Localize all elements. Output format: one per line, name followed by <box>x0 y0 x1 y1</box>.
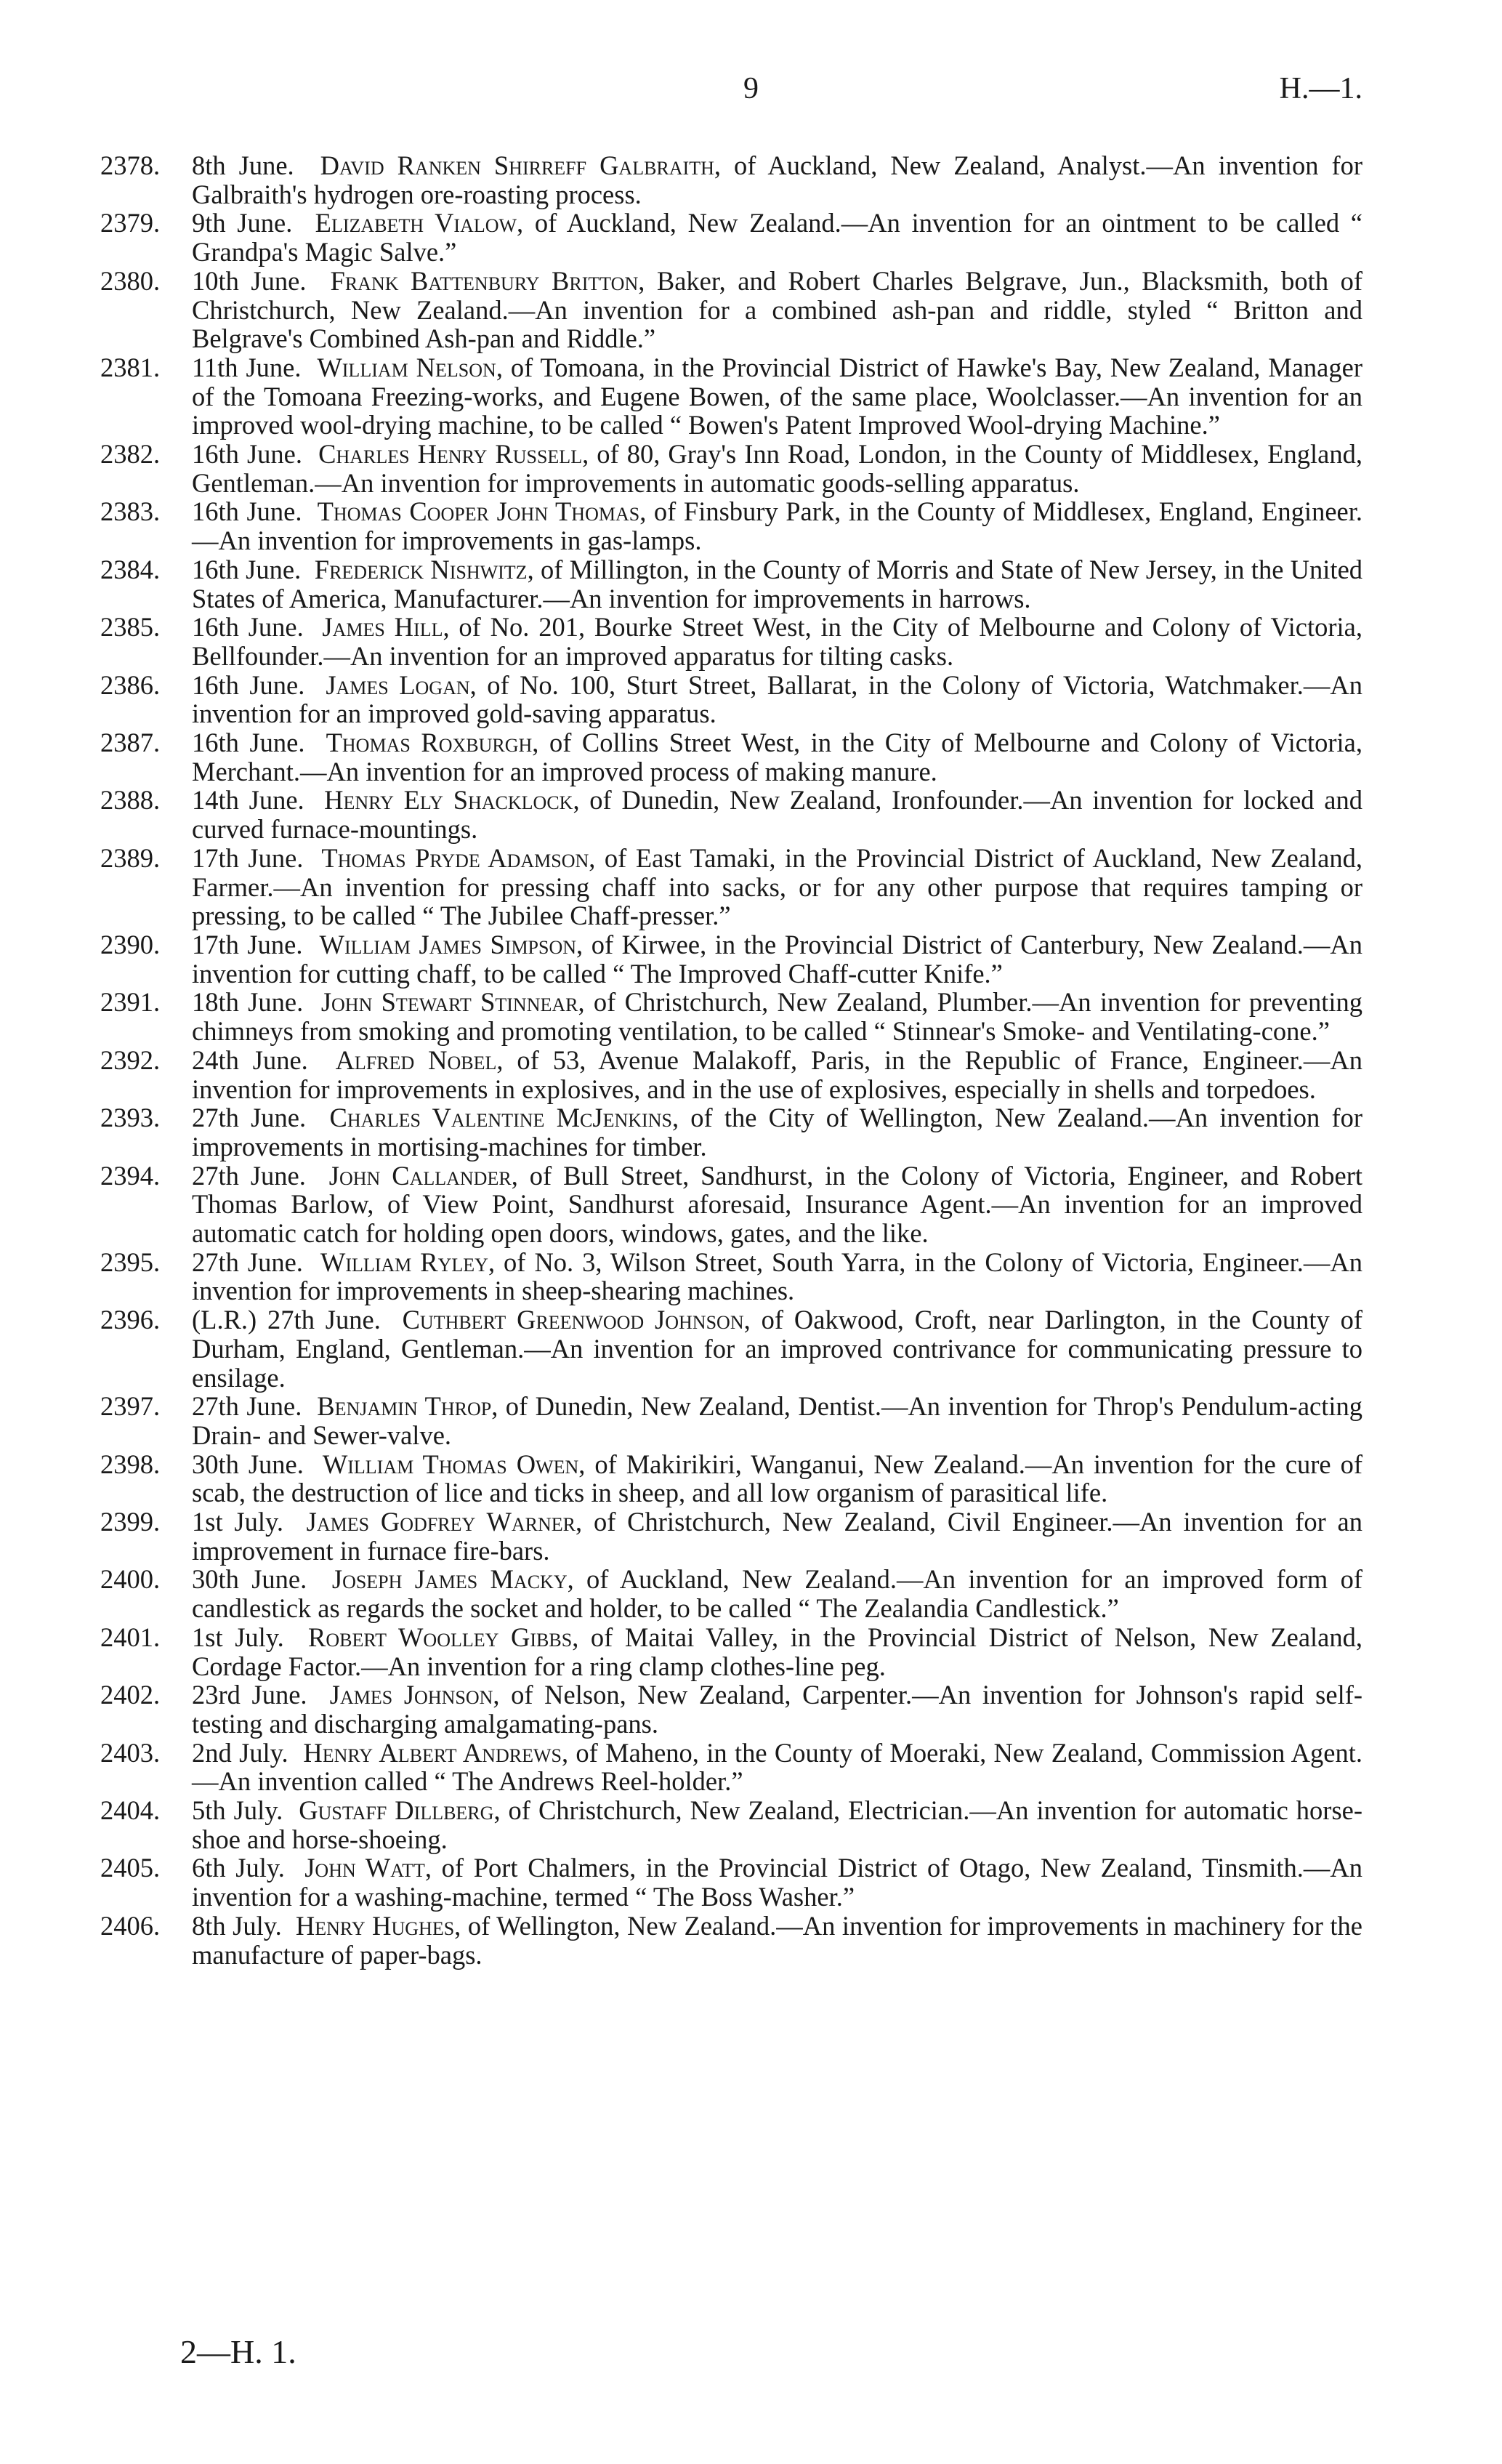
patent-entry <box>0 1623 1502 1680</box>
entry-description: , of Christchurch, New Zealand, Electrician.—An invention for automatic horse-shoe and horse-shoeing. <box>192 1795 1363 1854</box>
entry-date: 8th July. <box>192 1910 282 1941</box>
entry-description: , of Dunedin, New Zealand, Ironfounder.—An invention for locked and curved furnace-mountings. <box>192 785 1362 845</box>
patent-entry <box>0 1046 1502 1103</box>
entry-date: (L.R.) 27th June. <box>192 1305 381 1335</box>
entry-date: 16th June. <box>192 496 302 527</box>
entry-description: , of Christchurch, New Zealand, Civil Engineer.—An invention for an improvement in furnace fire-bars. <box>192 1507 1362 1566</box>
entry-description: , of East Tamaki, in the Provincial District of Auckland, New Zealand, Farmer.—An invention for pressing chaff into sacks, or for any other purpose that requires tamping or pressing, to be called “ The Jubilee Chaff-presser.” <box>192 842 1363 931</box>
entry-number: 2399. <box>100 1507 161 1537</box>
patent-entry <box>0 1392 1502 1449</box>
applicant-name: Charles Henry Russell <box>318 439 583 470</box>
entry-description: , of Makirikiri, Wanganui, New Zealand.—An invention for the cure of scab, the destruction of lice and ticks in sheep, and all low organism of parasitical life. <box>192 1449 1363 1508</box>
entry-description: , of Maheno, in the County of Moeraki, New Zealand, Commission Agent.—An invention called “ The Andrews Reel-holder.” <box>192 1737 1363 1797</box>
entry-number: 2404. <box>100 1795 161 1826</box>
entry-date: 27th June. <box>192 1391 302 1422</box>
patent-entry <box>0 1161 1502 1248</box>
entry-number: 2382. <box>100 439 161 470</box>
entry-number: 2393. <box>100 1103 161 1133</box>
applicant-name: Elizabeth Vialow <box>315 208 517 238</box>
entry-number: 2378. <box>100 150 161 180</box>
entry-number: 2380. <box>100 265 161 296</box>
entry-number: 2395. <box>100 1247 161 1277</box>
patent-entry <box>0 1853 1502 1911</box>
applicant-name: James Johnson <box>329 1680 493 1710</box>
applicant-name: Thomas Roxburgh <box>326 728 533 758</box>
applicant-name: Henry Albert Andrews <box>303 1737 562 1768</box>
patent-entry <box>0 209 1502 266</box>
entry-date: 17th June. <box>192 842 304 873</box>
applicant-name: James Hill <box>322 612 443 643</box>
entry-date: 30th June. <box>192 1564 307 1595</box>
entry-date: 27th June. <box>192 1247 303 1277</box>
entry-number: 2402. <box>100 1680 161 1710</box>
patent-entry <box>0 930 1502 988</box>
entry-date: 8th June. <box>192 150 294 180</box>
patent-entry <box>0 786 1502 843</box>
entry-description: , of the City of Wellington, New Zealand.—An invention for improvements in mortising-machines for timber. <box>192 1103 1362 1161</box>
applicant-name: David Ranken Shirreff Galbraith <box>320 150 714 180</box>
entry-number: 2384. <box>100 554 161 584</box>
entry-number: 2388. <box>100 785 161 816</box>
entry-date: 2nd July. <box>192 1737 288 1768</box>
applicant-name: William James Simpson <box>319 929 577 959</box>
entry-number: 2381. <box>100 352 161 382</box>
entry-date: 27th June. <box>192 1160 306 1191</box>
entry-number: 2396. <box>100 1305 161 1335</box>
entry-date: 23rd June. <box>192 1680 307 1710</box>
patent-entry <box>0 1680 1502 1738</box>
entry-date: 9th June. <box>192 208 293 238</box>
patent-entry <box>0 267 1502 353</box>
page-number: 9 <box>743 72 759 105</box>
applicant-name: Frank Battenbury Britton <box>330 265 639 296</box>
entry-date: 6th July. <box>192 1853 285 1883</box>
entry-description: , of Tomoana, in the Provincial District of Hawke's Bay, New Zealand, Manager of the Tomoana Freezing-works, and Eugene Bowen, of the same place, Woolclasser.—An invention for an improved wool-drying machine, to be called “ Bowen's Patent Improved Wool-drying Machine.” <box>192 352 1362 440</box>
entry-date: 27th June. <box>192 1103 307 1133</box>
entry-description: , of Dunedin, New Zealand, Dentist.—An invention for Throp's Pendulum-acting Drain- and Sewer-valve. <box>192 1391 1362 1450</box>
patent-entry <box>0 1739 1502 1796</box>
entry-number: 2385. <box>100 612 161 643</box>
applicant-name: John Watt <box>304 1853 425 1883</box>
patent-entry <box>0 440 1502 497</box>
applicant-name: Henry Hughes <box>295 1910 455 1941</box>
entry-number: 2392. <box>100 1044 161 1075</box>
entry-description: , of No. 201, Bourke Street West, in the City of Melbourne and Colony of Victoria, Bellfounder.—An invention for an improved apparatus for tilting casks. <box>192 612 1362 671</box>
entry-description: , of Maitai Valley, in the Provincial District of Nelson, New Zealand, Cordage Factor.—An invention for a ring clamp clothes-line peg. <box>192 1622 1363 1681</box>
entry-number: 2394. <box>100 1160 161 1191</box>
patent-entry <box>0 151 1502 209</box>
entry-date: 16th June. <box>192 554 302 584</box>
applicant-name: Thomas Cooper John Thomas <box>317 496 640 527</box>
entry-description: , of No. 100, Sturt Street, Ballarat, in the Colony of Victoria, Watchmaker.—An invention for an improved gold-saving apparatus. <box>192 669 1363 729</box>
entry-number: 2390. <box>100 929 161 959</box>
entry-number: 2400. <box>100 1564 161 1595</box>
entry-description: , of No. 3, Wilson Street, South Yarra, in the Colony of Victoria, Engineer.—An invention for improvements in sheep-shearing machines. <box>192 1247 1363 1306</box>
patent-entry <box>0 555 1502 613</box>
entry-date: 17th June. <box>192 929 303 959</box>
patent-entry <box>0 613 1502 670</box>
entry-description: , of Millington, in the County of Morris and State of New Jersey, in the United States of America, Manufacturer.—An invention for improvements in harrows. <box>192 554 1363 613</box>
entry-date: 16th June. <box>192 439 302 470</box>
patent-entry <box>0 353 1502 440</box>
entry-description: , of 53, Avenue Malakoff, Paris, in the Republic of France, Engineer.—An invention for improvements in explosives, and in the use of explosives, especially in shells and torpedoes. <box>192 1044 1362 1104</box>
entry-description: , of Finsbury Park, in the County of Middlesex, England, Engineer.—An invention for improvements in gas-lamps. <box>192 496 1362 556</box>
patent-entry <box>0 497 1502 555</box>
entry-description: , of Bull Street, Sandhurst, in the Colony of Victoria, Engineer, and Robert Thomas Barlow, of View Point, Sandhurst aforesaid, Insurance Agent.—An invention for an improved automatic catch for holding open doors, windows, gates, and the like. <box>192 1160 1362 1249</box>
entry-number: 2389. <box>100 842 161 873</box>
patent-entry <box>0 988 1502 1045</box>
entry-description: , of Christchurch, New Zealand, Plumber.—An invention for preventing chimneys from smoking and promoting ventilation, to be called “ Stinnear's Smoke- and Ventilating-cone.” <box>192 987 1363 1047</box>
applicant-name: Alfred Nobel <box>335 1044 497 1075</box>
entry-number: 2405. <box>100 1853 161 1883</box>
patent-entry <box>0 671 1502 728</box>
entry-number: 2398. <box>100 1449 161 1479</box>
applicant-name: William Thomas Owen <box>322 1449 579 1479</box>
patent-entry <box>0 1450 1502 1507</box>
entry-date: 24th June. <box>192 1044 308 1075</box>
entry-date: 11th June. <box>192 352 302 382</box>
entry-number: 2386. <box>100 669 161 700</box>
entry-description: , of Port Chalmers, in the Provincial District of Otago, New Zealand, Tinsmith.—An invention for a washing-machine, termed “ The Boss Washer.” <box>192 1853 1363 1912</box>
applicant-name: Frederick Nishwitz <box>314 554 528 584</box>
applicant-name: James Logan <box>326 669 470 700</box>
patent-entry <box>0 1103 1502 1161</box>
entry-number: 2403. <box>100 1737 161 1768</box>
series-label: H.—1. <box>1279 72 1362 105</box>
entry-description: , of Auckland, New Zealand, Analyst.—An invention for Galbraith's hydrogen ore-roasting process. <box>192 150 1363 209</box>
applicant-name: John Stewart Stinnear <box>320 987 578 1018</box>
applicant-name: John Callander <box>328 1160 512 1191</box>
footer-signature: 2—H. 1. <box>180 2333 296 2370</box>
entry-number: 2379. <box>100 208 161 238</box>
patent-entry <box>0 844 1502 930</box>
entry-description: , of Collins Street West, in the City of Melbourne and Colony of Victoria, Merchant.—An invention for an improved process of making manure. <box>192 728 1363 786</box>
applicant-name: Cuthbert Greenwood Johnson <box>402 1305 744 1335</box>
entry-number: 2397. <box>100 1391 161 1422</box>
entry-number: 2387. <box>100 728 161 758</box>
patent-entry <box>0 1912 1502 1969</box>
patent-entry <box>0 1305 1502 1392</box>
entry-description: , of Oakwood, Croft, near Darlington, in the County of Durham, England, Gentleman.—An invention for an improved contrivance for communicating pressure to ensilage. <box>192 1305 1363 1393</box>
applicant-name: Robert Woolley Gibbs <box>308 1622 573 1652</box>
entry-date: 1st July. <box>192 1622 284 1652</box>
applicant-name: Thomas Pryde Adamson <box>321 842 589 873</box>
entry-description: , of Nelson, New Zealand, Carpenter.—An invention for Johnson's rapid self-testing and discharging amalgamating-pans. <box>192 1680 1363 1739</box>
entry-date: 30th June. <box>192 1449 304 1479</box>
patent-entry <box>0 1565 1502 1622</box>
entry-number: 2383. <box>100 496 161 527</box>
applicant-name: Charles Valentine McJenkins <box>329 1103 672 1133</box>
entry-date: 16th June. <box>192 728 305 758</box>
entry-date: 16th June. <box>192 669 305 700</box>
entry-date: 1st July. <box>192 1507 284 1537</box>
patent-entry <box>0 728 1502 786</box>
patent-entry <box>0 1796 1502 1853</box>
entry-date: 18th June. <box>192 987 304 1018</box>
entry-date: 10th June. <box>192 265 307 296</box>
applicant-name: William Nelson <box>317 352 496 382</box>
applicant-name: James Godfrey Warner <box>306 1507 576 1537</box>
entry-number: 2401. <box>100 1622 161 1652</box>
entry-date: 5th July. <box>192 1795 283 1826</box>
entry-description: , of Auckland, New Zealand.—An invention for an improved form of candlestick as regards the socket and holder, to be called “ The Zealandia Candlestick.” <box>192 1564 1363 1624</box>
entry-description: , of 80, Gray's Inn Road, London, in the County of Middlesex, England, Gentleman.—An invention for improvements in automatic goods-selling apparatus. <box>192 439 1363 498</box>
entry-description: , of Auckland, New Zealand.—An invention for an ointment to be called “ Grandpa's Magic Salve.” <box>192 208 1363 267</box>
entry-description: , of Wellington, New Zealand.—An invention for improvements in machinery for the manufacture of paper-bags. <box>192 1910 1362 1970</box>
entry-description: , of Kirwee, in the Provincial District of Canterbury, New Zealand.—An invention for cutting chaff, to be called “ The Improved Chaff-cutter Knife.” <box>192 929 1363 989</box>
patent-entry <box>0 1507 1502 1565</box>
entry-date: 14th June. <box>192 785 304 816</box>
applicant-name: William Ryley <box>320 1247 488 1277</box>
applicant-name: Joseph James Macky <box>331 1564 568 1595</box>
applicant-name: Henry Ely Shacklock <box>324 785 573 816</box>
entry-description: , Baker, and Robert Charles Belgrave, Jun., Blacksmith, both of Christchurch, New Zealand.—An invention for a combined ash-pan and riddle, styled “ Britton and Belgrave's Combined Ash-pan and Riddle.” <box>192 265 1363 354</box>
entry-number: 2391. <box>100 987 161 1018</box>
patent-entry <box>0 1248 1502 1305</box>
applicant-name: Gustaff Dillberg <box>299 1795 494 1826</box>
patent-list <box>0 151 1502 1969</box>
applicant-name: Benjamin Throp <box>317 1391 492 1422</box>
entry-date: 16th June. <box>192 612 304 643</box>
entry-number: 2406. <box>100 1910 161 1941</box>
